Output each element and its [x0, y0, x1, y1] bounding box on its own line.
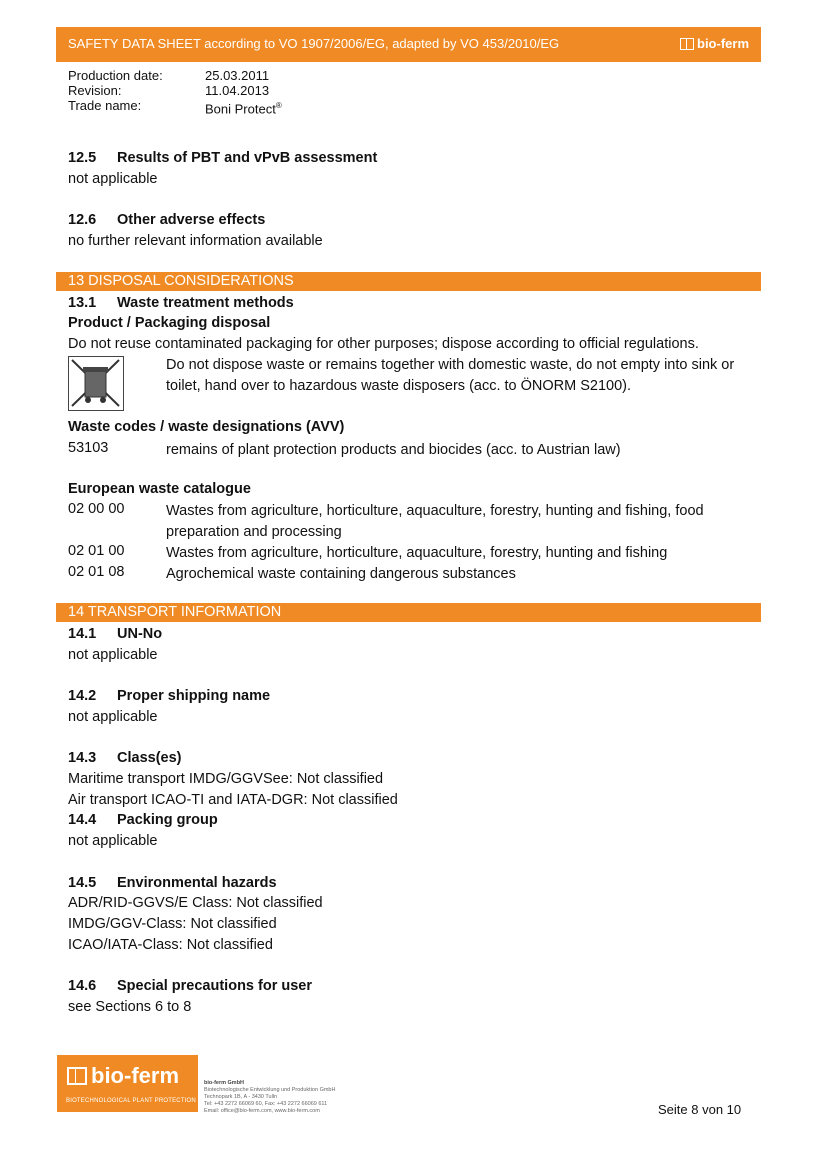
section-14-6-text: see Sections 6 to 8	[68, 999, 192, 1015]
ewc-desc: Wastes from agriculture, horticulture, aquaculture, forestry, hunting and fishing	[166, 545, 668, 561]
section-13-bar	[56, 272, 761, 291]
revision-label: Revision:	[68, 83, 122, 98]
company-line: Tel: +43 2272 66069 60, Fax: +43 2272 66069 611	[204, 1101, 328, 1107]
disposal-line-1: Do not reuse contaminated packaging for other purposes; dispose according to official regulations.	[68, 336, 699, 352]
ewc-row	[68, 543, 746, 564]
section-title: Results of PBT and vPvB assessment	[117, 150, 378, 166]
header-logo	[680, 36, 749, 51]
section-14-2-text: not applicable	[68, 709, 158, 725]
footer-logo	[57, 1055, 198, 1112]
waste-codes-heading: Waste codes / waste designations (AVV)	[68, 419, 345, 435]
section-title: Proper shipping name	[117, 688, 271, 704]
company-line: Biotechnologische Entwicklung und Produktion GmbH	[204, 1087, 336, 1093]
section-number: 14.1	[68, 626, 97, 642]
ewc-code: 02 01 00	[68, 543, 125, 559]
company-name: bio-ferm GmbH	[204, 1080, 245, 1086]
document-meta	[68, 68, 282, 116]
section-14-4-text: not applicable	[68, 833, 158, 849]
waste-code: 53103	[68, 440, 109, 456]
section-number: 14.2	[68, 688, 97, 704]
trade-name-text: Boni Protect	[205, 101, 276, 117]
production-date-label: Production date:	[68, 68, 163, 83]
header-logo-text: bio-ferm	[697, 36, 749, 51]
wheelie-bin-svg	[69, 357, 122, 409]
company-line: Technopark 1B, A - 3430 Tulln	[204, 1094, 278, 1100]
section-14-bar-title: 14 TRANSPORT INFORMATION	[68, 604, 282, 620]
waste-code-desc: remains of plant protection products and biocides (acc. to Austrian law)	[166, 442, 621, 458]
section-number: 12.6	[68, 212, 97, 228]
ewc-row	[68, 564, 746, 585]
section-14-2-heading	[68, 688, 270, 704]
ewc-code: 02 01 08	[68, 564, 125, 580]
ewc-heading: European waste catalogue	[68, 481, 251, 497]
trade-name-label: Trade name:	[68, 98, 142, 113]
section-14-5-line-2: IMDG/GGV-Class: Not classified	[68, 916, 277, 932]
section-13-1-heading	[68, 295, 294, 311]
registered-mark: ®	[275, 101, 282, 110]
waste-code-row	[68, 440, 746, 461]
ewc-code: 02 00 00	[68, 501, 125, 517]
section-14-3-line-2: Air transport ICAO-TI and IATA-DGR: Not classified	[68, 792, 398, 808]
packaging-disposal-heading: Product / Packaging disposal	[68, 315, 271, 331]
section-title: Packing group	[117, 812, 218, 828]
document-title: SAFETY DATA SHEET according to VO 1907/2006/EG, adapted by VO 453/2010/EG	[68, 36, 560, 51]
section-14-6-heading	[68, 978, 312, 994]
ewc-desc: Wastes from agriculture, horticulture, aquaculture, forestry, hunting and fishing, food preparation and processing	[166, 503, 704, 540]
section-12-5-text: not applicable	[68, 171, 158, 187]
section-14-1-heading	[68, 626, 162, 642]
section-12-5-heading	[68, 150, 377, 166]
section-12-6-text: no further relevant information available	[68, 233, 323, 249]
section-14-3-heading	[68, 750, 181, 766]
section-number: 14.4	[68, 812, 97, 828]
footer-tagline: BIOTECHNOLOGICAL PLANT PROTECTION	[66, 1098, 196, 1104]
trade-name-value	[205, 98, 282, 116]
section-14-3-line-1: Maritime transport IMDG/GGVSee: Not classified	[68, 771, 384, 787]
section-12-6-heading	[68, 212, 265, 228]
footer-company-info	[204, 1080, 335, 1115]
section-title: Environmental hazards	[117, 875, 277, 891]
section-14-1-text: not applicable	[68, 647, 158, 663]
ewc-row	[68, 501, 746, 543]
bio-ferm-logo-icon	[680, 38, 694, 50]
disposal-line-2b: toilet, hand over to hazardous waste disposers (acc. to ÖNORM S2100).	[166, 378, 632, 394]
section-14-bar	[56, 603, 761, 622]
footer-brand-text: bio-ferm	[91, 1063, 179, 1088]
section-14-5-line-3: ICAO/IATA-Class: Not classified	[68, 937, 273, 953]
disposal-line-2a: Do not dispose waste or remains together with domestic waste, do not empty into sink or	[166, 357, 735, 373]
section-13-bar-title: 13 DISPOSAL CONSIDERATIONS	[68, 273, 294, 289]
crossed-out-wheelie-bin-icon	[68, 356, 124, 411]
section-14-4-heading	[68, 812, 218, 828]
section-title: UN-No	[117, 626, 163, 642]
section-number: 14.5	[68, 875, 97, 891]
section-number: 12.5	[68, 150, 97, 166]
section-title: Other adverse effects	[117, 212, 266, 228]
section-number: 13.1	[68, 295, 97, 311]
bio-ferm-logo-icon	[67, 1067, 87, 1085]
company-line: Email: office@bio-ferm.com, www.bio-ferm.com	[204, 1108, 320, 1114]
page-number: Seite 8 von 10	[658, 1102, 742, 1117]
section-number: 14.3	[68, 750, 97, 766]
section-title: Waste treatment methods	[117, 295, 294, 311]
section-title: Class(es)	[117, 750, 182, 766]
header-bar	[56, 27, 761, 62]
section-14-5-line-1: ADR/RID-GGVS/E Class: Not classified	[68, 895, 323, 911]
revision-value: 11.04.2013	[205, 83, 270, 98]
section-14-5-heading	[68, 875, 277, 891]
section-title: Special precautions for user	[117, 978, 313, 994]
production-date-value: 25.03.2011	[205, 68, 270, 83]
footer-brand	[67, 1063, 179, 1089]
section-number: 14.6	[68, 978, 97, 994]
ewc-desc: Agrochemical waste containing dangerous substances	[166, 566, 516, 582]
